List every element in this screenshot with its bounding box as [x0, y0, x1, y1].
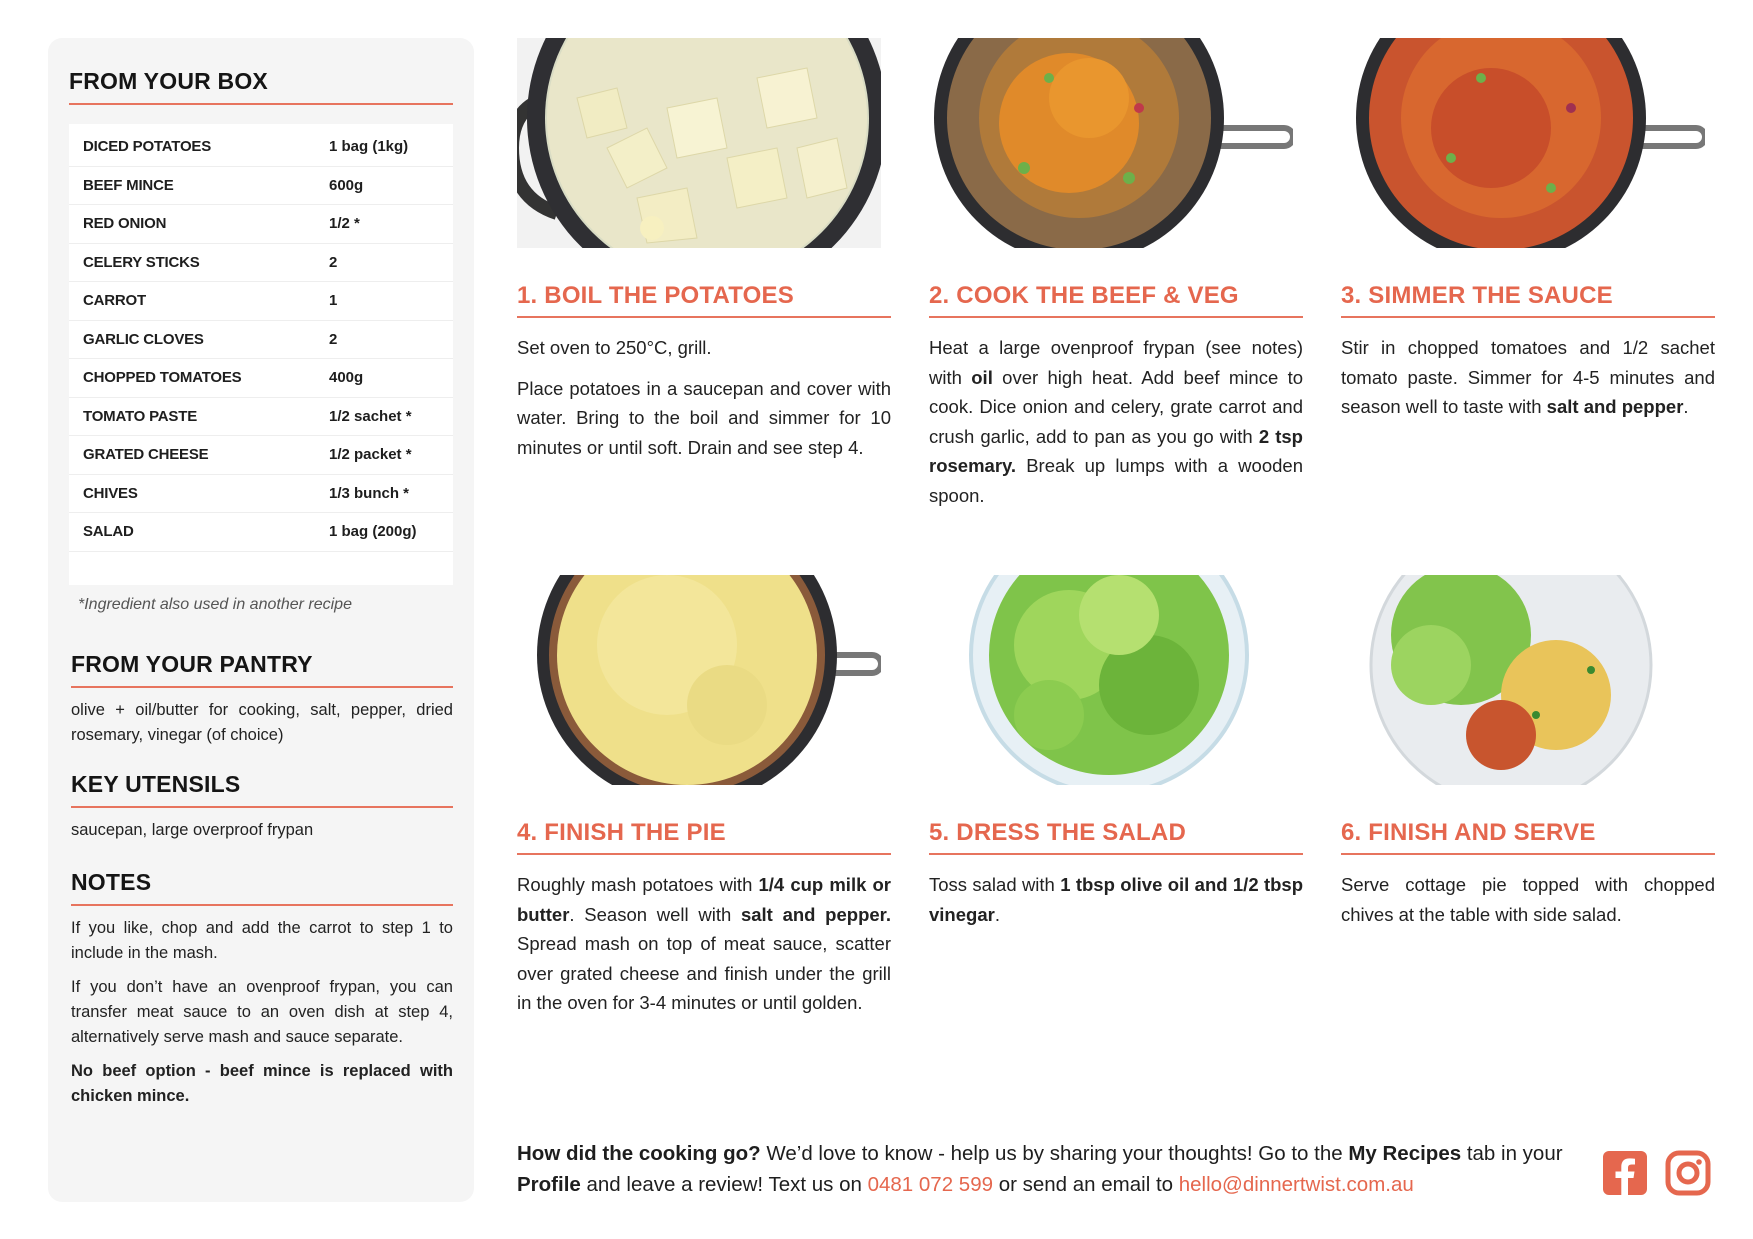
step-6-image [1341, 575, 1705, 785]
ingredient-qty: 1/2 sachet * [329, 407, 412, 425]
step-1-body [517, 333, 891, 473]
ingredient-row [69, 513, 453, 552]
step-4-title: 4. FINISH THE PIE [517, 819, 891, 855]
instagram-icon[interactable] [1665, 1150, 1711, 1196]
ingredient-name: GRATED CHEESE [83, 446, 209, 464]
step-5-image [929, 575, 1293, 785]
ingredient-name: CARROT [83, 292, 146, 310]
utensils-text: saucepan, large overproof frypan [71, 821, 314, 839]
step-6 [1341, 575, 1715, 925]
step-4-text-1: Roughly mash potatoes with 1/4 cup milk or butter. Season well with salt and pepper. Spread mash on top of meat sauce, scatter over grated cheese and finish under the grill in the oven for 3-4 minutes or until golden. [517, 874, 892, 1013]
ingredient-footnote: *Ingredient also used in another recipe [78, 596, 352, 613]
ingredient-qty: 600g [329, 176, 364, 194]
ingredient-name: CHOPPED TOMATOES [83, 369, 242, 387]
pantry-heading: FROM YOUR PANTRY [71, 651, 453, 688]
step-6-title: 6. FINISH AND SERVE [1341, 819, 1715, 855]
ingredients-sidebar [48, 38, 474, 1202]
notes-heading: NOTES [71, 869, 453, 906]
ingredient-row [69, 282, 453, 321]
ingredient-qty: 1 [329, 292, 338, 310]
ingredients-table [69, 124, 453, 585]
my-recipes-link[interactable]: My Recipes [1348, 1142, 1462, 1165]
ingredient-row [69, 128, 453, 167]
step-6-body [1341, 870, 1715, 940]
ingredient-qty: 1/2 * [329, 215, 360, 233]
step-4 [517, 575, 892, 1013]
ingredient-row [69, 205, 453, 244]
phone-link[interactable]: 0481 072 599 [867, 1173, 993, 1196]
pantry-section [71, 651, 453, 748]
ingredient-row [69, 359, 453, 398]
ingredient-qty: 1/2 packet * [329, 446, 412, 464]
utensils-heading: KEY UTENSILS [71, 771, 453, 808]
from-your-box-heading: FROM YOUR BOX [69, 68, 453, 105]
ingredient-row [69, 321, 453, 360]
step-2-body [929, 333, 1303, 521]
ingredient-name: TOMATO PASTE [83, 407, 197, 425]
step-1-text-2: Place potatoes in a saucepan and cover with water. Bring to the boil and simmer for 10 minutes or until soft. Drain and see step 4. [517, 377, 891, 458]
ingredient-row [69, 244, 453, 283]
step-4-image [517, 575, 881, 785]
ingredient-name: CELERY STICKS [83, 253, 200, 271]
feedback-question: How did the cooking go? [517, 1142, 761, 1165]
utensils-section [71, 771, 453, 843]
step-3 [1341, 38, 1715, 417]
step-1-title: 1. BOIL THE POTATOES [517, 282, 891, 318]
step-2-text-1: Heat a large ovenproof frypan (see notes) with oil over high heat. Add beef mince to cook. Dice onion and celery, grate carrot and crush garlic, add to pan as you go with 2 tsp rosemary. Break up lumps with a wooden spoon. [929, 337, 1303, 506]
ingredient-name: DICED POTATOES [83, 138, 212, 156]
pantry-text: olive + oil/butter for cooking, salt, pepper, dried rosemary, vinegar (of choice) [71, 701, 453, 744]
ingredient-qty: 2 [329, 330, 338, 348]
step-1 [517, 38, 891, 458]
profile-link[interactable]: Profile [517, 1173, 581, 1196]
ingredient-name: CHIVES [83, 484, 138, 502]
ingredient-qty: 1 bag (1kg) [329, 138, 409, 156]
notes-text-3: No beef option - beef mince is replaced with chicken mince. [71, 1062, 453, 1105]
ingredient-row [69, 436, 453, 475]
step-2-image [929, 38, 1293, 248]
step-3-title: 3. SIMMER THE SAUCE [1341, 282, 1715, 318]
notes-text-1: If you like, chop and add the carrot to step 1 to include in the mash. [71, 919, 453, 962]
step-3-image [1341, 38, 1705, 248]
step-3-text-1: Stir in chopped tomatoes and 1/2 sachet tomato paste. Simmer for 4-5 minutes and season well to taste with salt and pepper. [1341, 337, 1715, 417]
step-5-text-1: Toss salad with 1 tbsp olive oil and 1/2 tbsp vinegar. [929, 874, 1303, 925]
ingredient-row [69, 167, 453, 206]
ingredient-name: SALAD [83, 523, 134, 541]
ingredient-qty: 1/3 bunch * [329, 484, 410, 502]
step-6-text-1: Serve cottage pie topped with chopped chives at the table with side salad. [1341, 874, 1715, 925]
step-1-image [517, 38, 881, 248]
ingredient-qty: 2 [329, 253, 338, 271]
step-5-title: 5. DRESS THE SALAD [929, 819, 1303, 855]
notes-section [71, 869, 453, 1109]
notes-text-2: If you don’t have an ovenproof frypan, you can transfer meat sauce to an oven dish at step 4, alternatively serve mash and sauce separate. [71, 978, 453, 1046]
ingredient-name: BEEF MINCE [83, 176, 174, 194]
step-1-text-1: Set oven to 250°C, grill. [517, 337, 712, 358]
step-5 [929, 575, 1303, 925]
ingredient-row [69, 475, 453, 514]
ingredient-qty: 400g [329, 369, 364, 387]
step-4-body [517, 870, 891, 1029]
ingredient-name: GARLIC CLOVES [83, 330, 204, 348]
ingredient-qty: 1 bag (200g) [329, 523, 417, 541]
ingredient-row [69, 398, 453, 437]
email-link[interactable]: hello@dinnertwist.com.au [1178, 1173, 1414, 1196]
step-5-body [929, 870, 1303, 940]
ingredient-name: RED ONION [83, 215, 167, 233]
step-2-title: 2. COOK THE BEEF & VEG [929, 282, 1303, 318]
facebook-icon[interactable] [1602, 1150, 1648, 1196]
step-3-body [1341, 333, 1715, 433]
step-2 [929, 38, 1303, 506]
feedback-footer: How did the cooking go? We’d love to know - help us by sharing your thoughts! Go to the My Recipes tab in your Profile and leave a review! Text us on 0481 072 599 or send an email to hello@dinnertwist.com.au [517, 1142, 1563, 1196]
